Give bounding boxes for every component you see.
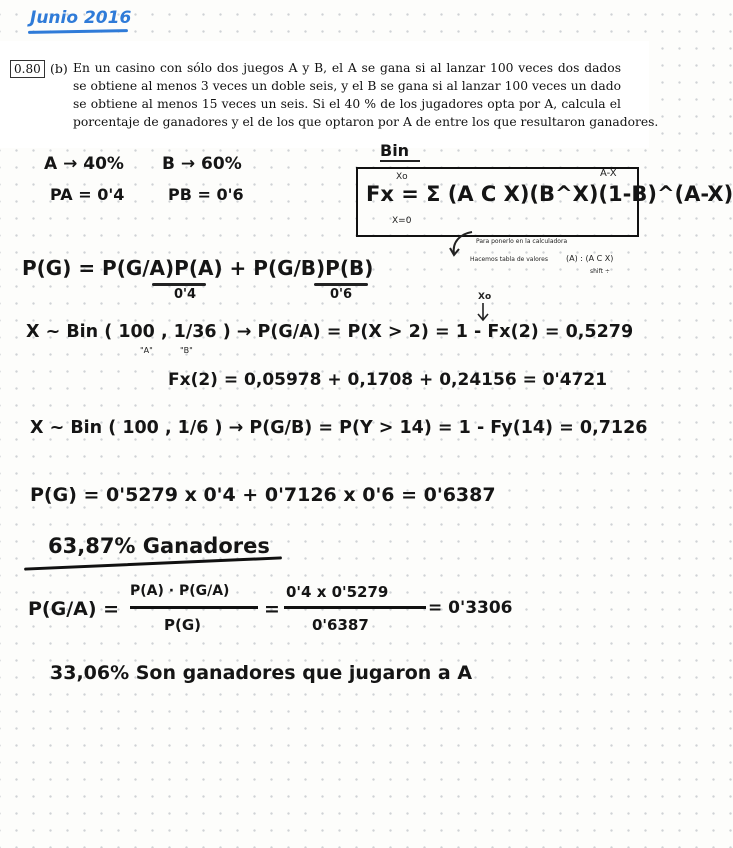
formula-upper-limit: Xo	[396, 172, 408, 182]
problem-part-label: (b)	[50, 61, 68, 76]
pa-underline	[152, 283, 206, 286]
conclusion: 33,06% Son ganadores que jugaron a A	[50, 662, 473, 684]
given-b-percent: B → 60%	[162, 154, 242, 174]
bin-underline	[380, 160, 420, 162]
given-a-percent: A → 40%	[44, 154, 124, 174]
problem-number: 0.80	[10, 60, 45, 78]
bayes-lhs: P(G/A) =	[28, 598, 120, 620]
bin-label: Bin	[380, 141, 410, 160]
bayes-numerator-values: 0'4 x 0'5279	[286, 583, 389, 601]
bayes-numerator: P(A) · P(G/A)	[130, 583, 230, 599]
problem-statement-box	[0, 41, 659, 148]
bayes-result: = 0'3306	[428, 598, 513, 618]
pa-value: 0'4	[174, 287, 197, 302]
given-pb: PB = 0'6	[168, 185, 244, 204]
calculator-note-keys: shift ÷	[590, 268, 610, 275]
bayes-denominator-values: 0'6387	[312, 616, 369, 634]
winners-result: 63,87% Ganadores	[48, 534, 270, 558]
total-probability-formula: P(G) = P(G/A)P(A) + P(G/B)P(B)	[22, 256, 374, 280]
bayes-equals: =	[264, 598, 280, 620]
xo-arrow-icon	[476, 302, 490, 322]
binomial-a-sub-b: "B"	[180, 346, 193, 355]
formula-lower-limit: X=0	[392, 216, 412, 226]
bayes-values-fraction-bar	[284, 606, 426, 609]
calculator-note-formula: (A) : (A C X)	[566, 254, 614, 263]
problem-line-4: porcentaje de ganadores y el de los que optaron por A de entre los que resultaron ganadores.	[73, 115, 659, 129]
problem-line-3: se obtiene al menos 15 veces un seis. Si el 40 % de los jugadores opta por A, calcula el	[73, 97, 621, 111]
calculator-note-line-1: Para ponerlo en la calculadora	[476, 238, 568, 245]
bayes-denominator: P(G)	[164, 616, 202, 634]
page-title: Junio 2016	[30, 8, 132, 28]
binomial-b-line: X ~ Bin ( 100 , 1/6 ) → P(G/B) = P(Y > 14) = 1 - Fy(14) = 0,7126	[30, 418, 648, 438]
problem-line-1: En un casino con sólo dos juegos A y B, el A se gana si al lanzar 100 veces dos dados	[73, 61, 621, 75]
fx2-calculation: Fx(2) = 0,05978 + 0,1708 + 0,24156 = 0'4721	[168, 370, 608, 390]
winners-underline	[24, 556, 282, 570]
given-pa: PA = 0'4	[50, 185, 125, 204]
bayes-fraction-bar	[130, 606, 258, 609]
pg-calculation: P(G) = 0'5279 x 0'4 + 0'7126 x 0'6 = 0'6387	[30, 484, 496, 506]
xo-label: Xo	[478, 292, 492, 302]
binomial-a-sub-a: "A"	[140, 346, 153, 355]
title-underline	[28, 29, 128, 34]
pb-underline	[314, 283, 368, 286]
binomial-formula: Fx = Σ (A C X)(B^X)(1-B)^(A-X)	[366, 182, 733, 206]
pb-value: 0'6	[330, 287, 353, 302]
problem-line-2: se obtiene al menos 3 veces un doble seis, y el B se gana si al lanzar 100 veces un dado	[73, 79, 621, 93]
calculator-note-line-2: Hacemos tabla de valores	[470, 256, 548, 263]
binomial-a-line: X ~ Bin ( 100 , 1/36 ) → P(G/A) = P(X > 2) = 1 - Fx(2) = 0,5279	[26, 322, 634, 342]
formula-exponent: A-X	[600, 168, 617, 179]
